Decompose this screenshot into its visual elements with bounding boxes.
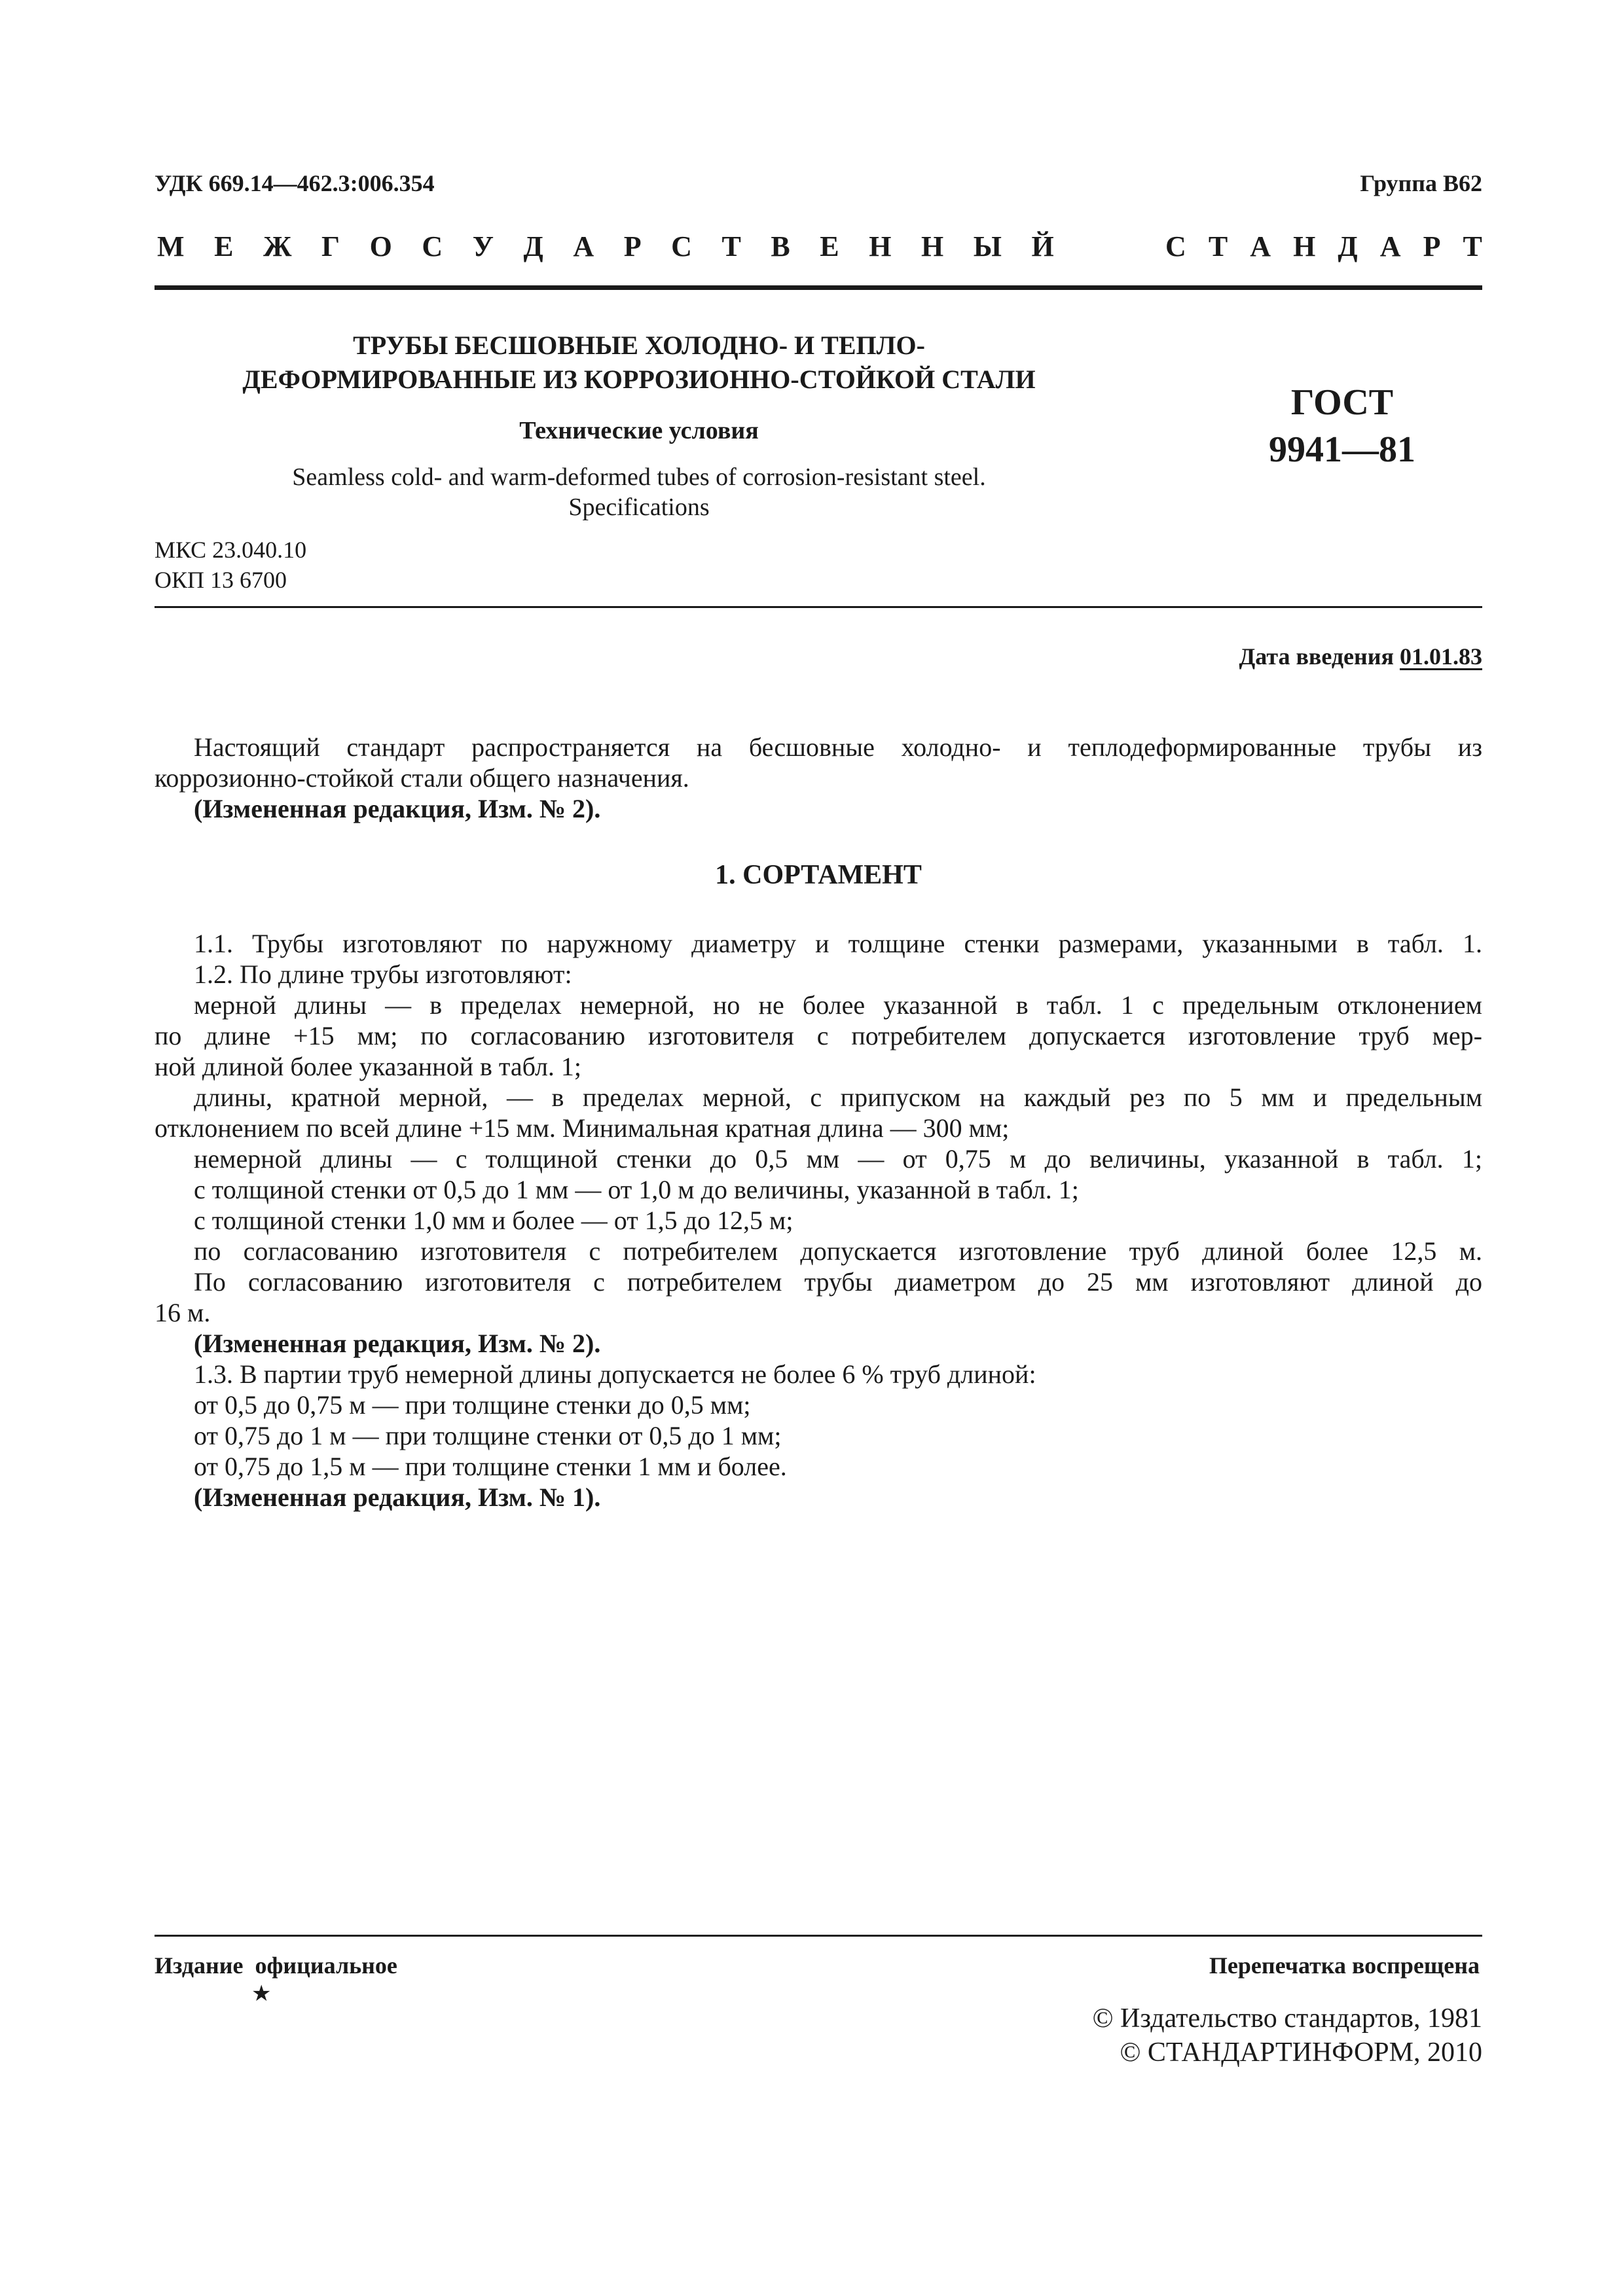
copyright-2: © СТАНДАРТИНФОРМ, 2010 [1120, 2037, 1482, 2068]
clause-1-3: 1.3. В партии труб немерной длины допускается не более 6 % труб длиной: [194, 1359, 1036, 1389]
date-label: Дата введения [1239, 643, 1394, 670]
standard-type-letter: Т [721, 230, 741, 262]
standard-type-word-2 [1165, 230, 1482, 263]
standard-type-letter: Г [321, 230, 340, 262]
standard-type-letter: А [573, 230, 594, 262]
standard-type-word-1 [157, 230, 1054, 263]
title-line-1: ТРУБЫ БЕСШОВНЫЕ ХОЛОДНО- И ТЕПЛО- [353, 331, 925, 360]
standard-type-letter: У [472, 230, 494, 262]
clause-amendment: (Измененная редакция, Изм. № 2). [194, 1329, 601, 1358]
clause-line: по согласованию изготовителя с потребителем допускается изготовление труб длиной более 12,5 м. [194, 1236, 1482, 1266]
clause-line: ной длиной более указанной в табл. 1; [155, 1052, 582, 1081]
standard-type-letter: Т [1463, 230, 1482, 262]
section-heading: 1. СОРТАМЕНТ [715, 860, 922, 890]
udk-code: УДК 669.14—462.3:006.354 [155, 170, 435, 196]
clause-line: отклонением по всей длине +15 мм. Минимальная кратная длина — 300 мм; [155, 1113, 1010, 1143]
header-rule [155, 285, 1482, 290]
clause-line: мерной длины — в пределах немерной, но не более указанной в табл. 1 с предельным отклонением [194, 990, 1482, 1020]
standard-type-letter: О [369, 230, 392, 262]
intro-line-2: коррозионно-стойкой стали общего назначения. [155, 763, 689, 793]
group-code: Группа В62 [1360, 170, 1482, 196]
clause-line: немерной длины — с толщиной стенки до 0,5 мм — от 0,75 м до величины, указанной в табл. 1; [194, 1144, 1482, 1174]
title-line-2: ДЕФОРМИРОВАННЫЕ ИЗ КОРРОЗИОННО-СТОЙКОЙ СТАЛИ [242, 365, 1036, 394]
clause-line: от 0,75 до 1 м — при толщине стенки от 0,5 до 1 мм; [194, 1421, 782, 1450]
clause-line: с толщиной стенки от 0,5 до 1 мм — от 1,0 м до величины, указанной в табл. 1; [194, 1175, 1079, 1204]
clause-line: длины, кратной мерной, — в пределах мерной, с припуском на каждый рез по 5 мм и предельным [194, 1083, 1482, 1112]
standard-type-letter: Н [921, 230, 944, 262]
standard-type-letter: Н [869, 230, 892, 262]
clause-1-1: 1.1. Трубы изготовляют по наружному диаметру и толщине стенки размерами, указанными в табл. 1. [194, 929, 1482, 958]
standard-type-letter: С [671, 230, 692, 262]
official-edition: Издание официальное [155, 1952, 397, 1979]
standard-type-letter: Р [1423, 230, 1441, 262]
standard-type-letter: А [1379, 230, 1401, 262]
standard-type-letter: А [1250, 230, 1271, 262]
standard-type-letter: Е [820, 230, 839, 262]
gost-label: ГОСТ [1290, 382, 1394, 423]
clause-line: от 0,5 до 0,75 м — при толщине стенки до 0,5 мм; [194, 1390, 751, 1420]
standard-type-letter: Ж [263, 230, 292, 262]
date-value: 01.01.83 [1400, 643, 1482, 670]
subtitle: Технические условия [519, 417, 759, 444]
standard-type-letter: Е [214, 230, 234, 262]
standard-type-heading [157, 226, 1482, 266]
standard-type-letter: С [1165, 230, 1186, 262]
standard-type-letter: В [771, 230, 790, 262]
clause-line: По согласованию изготовителя с потребителем трубы диаметром до 25 мм изготовляют длиной до [194, 1267, 1482, 1297]
clause-line: от 0,75 до 1,5 м — при толщине стенки 1 мм и более. [194, 1452, 787, 1481]
english-title-line-2: Specifications [568, 493, 710, 521]
clause-line: 16 м. [155, 1298, 211, 1327]
okp-code: ОКП 13 6700 [155, 567, 287, 593]
english-title-line-1: Seamless cold- and warm-deformed tubes of corrosion-resistant steel. [292, 463, 986, 491]
star-icon: ★ [251, 1982, 272, 2006]
footer-rule [155, 1935, 1482, 1937]
standard-type-letter: Т [1208, 230, 1228, 262]
clause-amendment: (Измененная редакция, Изм. № 1). [194, 1482, 601, 1512]
reprint-notice: Перепечатка воспрещена [1209, 1952, 1480, 1979]
mks-code: МКС 23.040.10 [155, 537, 307, 563]
gost-number: 9941—81 [1269, 429, 1415, 470]
standard-type-letter: М [157, 230, 185, 262]
clause-line: с толщиной стенки 1,0 мм и более — от 1,5 до 12,5 м; [194, 1206, 793, 1235]
standard-type-letter: Р [623, 230, 642, 262]
intro-amendment: (Измененная редакция, Изм. № 2). [194, 794, 601, 823]
standard-type-letter: Й [1031, 230, 1054, 262]
standard-type-letter: Ы [973, 230, 1002, 262]
clause-1-2: 1.2. По длине трубы изготовляют: [194, 960, 572, 989]
standard-type-letter: Д [523, 230, 543, 262]
standard-type-letter: Д [1338, 230, 1358, 262]
intro-line-1: Настоящий стандарт распространяется на бесшовные холодно- и теплодеформированные трубы из [194, 732, 1482, 762]
copyright-1: © Издательство стандартов, 1981 [1092, 2003, 1482, 2034]
clause-line: по длине +15 мм; по согласованию изготовителя с потребителем допускается изготовление труб мер- [155, 1021, 1482, 1050]
introduction-date [1048, 643, 1482, 670]
standard-type-letter: Н [1293, 230, 1316, 262]
standard-type-letter: С [422, 230, 443, 262]
title-rule [155, 606, 1482, 608]
